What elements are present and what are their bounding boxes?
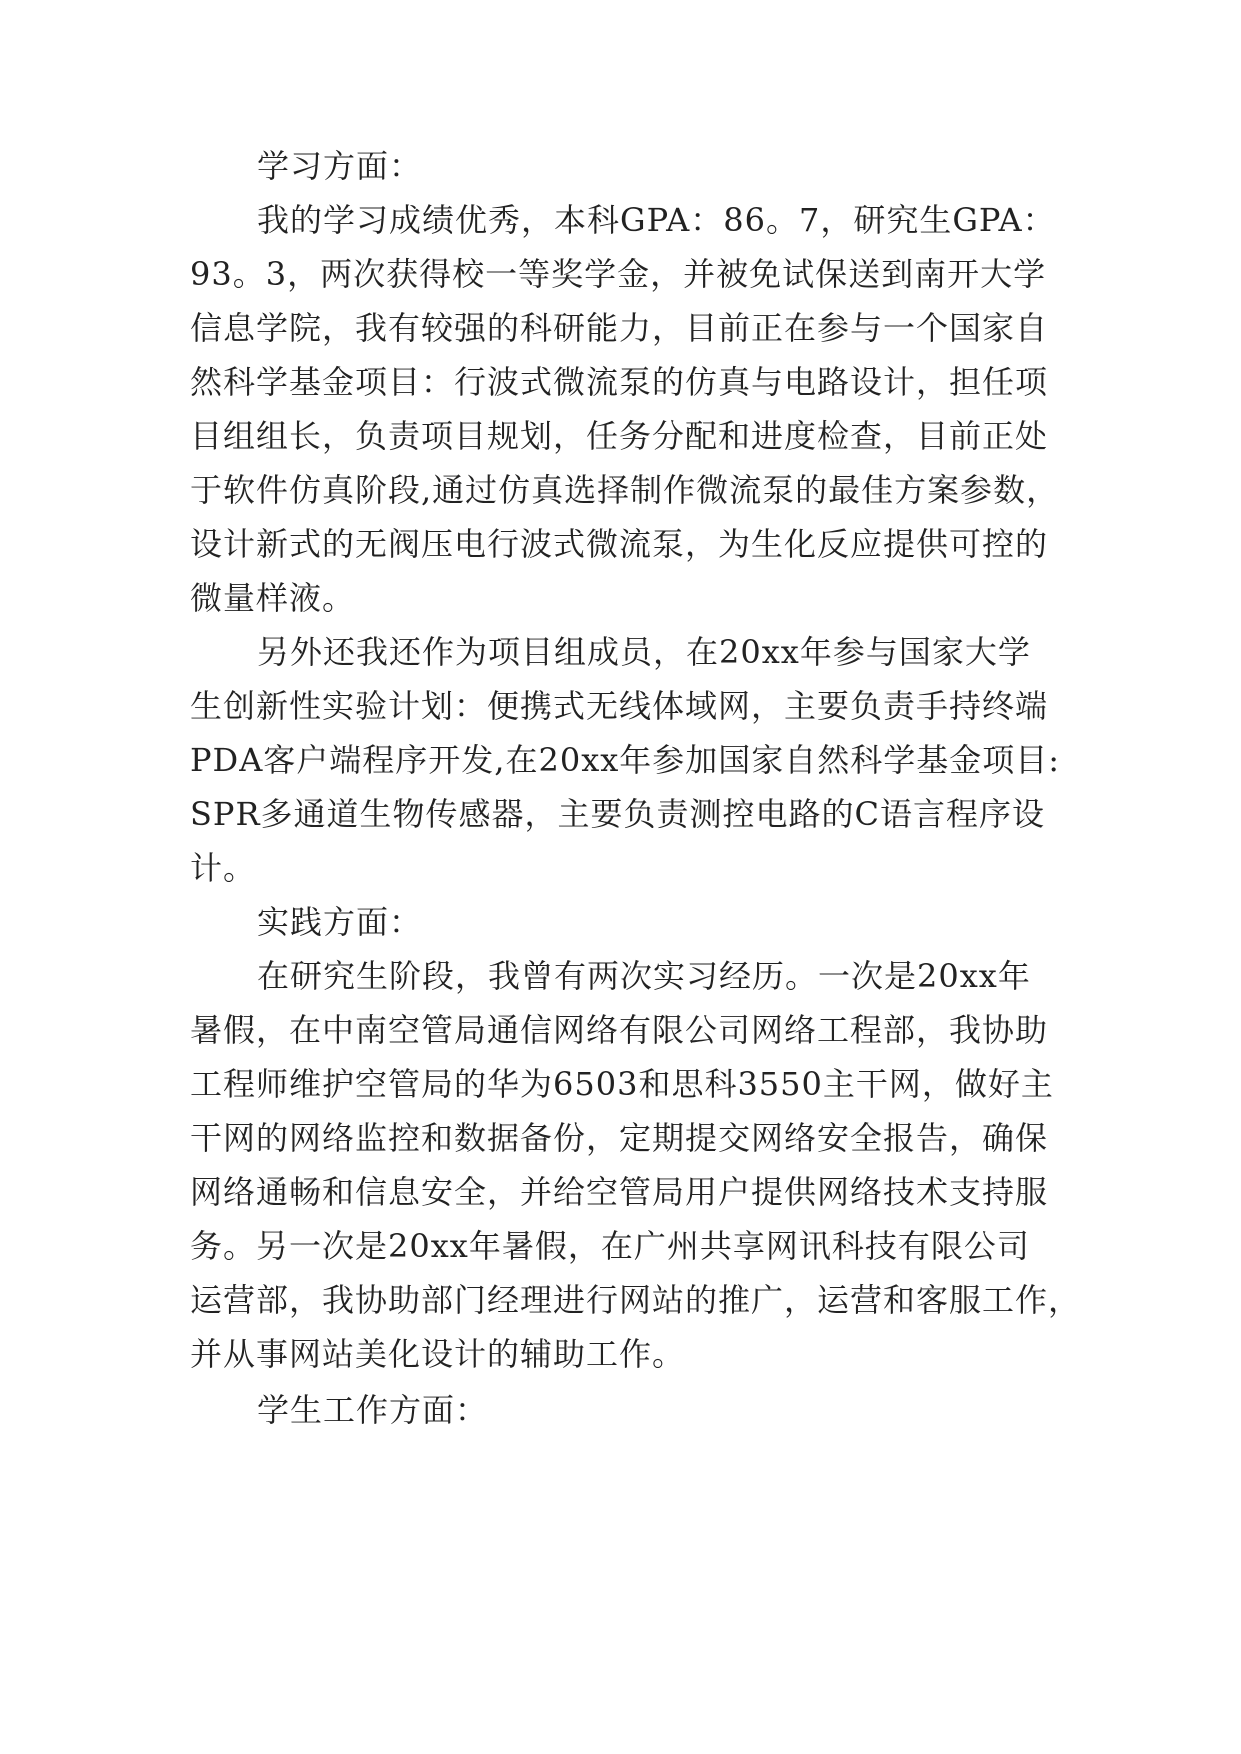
paragraph-line: PDA客户端程序开发,在20xx年参加国家自然科学基金项目: <box>190 741 1061 779</box>
paragraph-line: 运营部，我协助部门经理进行网站的推广，运营和客服工作， <box>190 1281 1082 1319</box>
paragraph-line: 设计新式的无阀压电行波式微流泵，为生化反应提供可控的 <box>190 525 1049 563</box>
paragraph-line: 生创新性实验计划：便携式无线体域网，主要负责手持终端 <box>190 687 1049 725</box>
paragraph-line: 于软件仿真阶段,通过仿真选择制作微流泵的最佳方案参数， <box>190 471 1060 509</box>
paragraph-line: 另外还我还作为项目组成员，在20xx年参与国家大学 <box>257 633 1031 671</box>
paragraph-line: 93。3，两次获得校一等奖学金，并被免试保送到南开大学 <box>190 255 1047 293</box>
paragraph-line: 工程师维护空管局的华为6503和思科3550主干网，做好主 <box>190 1065 1054 1103</box>
paragraph-line: 信息学院，我有较强的科研能力，目前正在参与一个国家自 <box>190 309 1049 347</box>
section-heading-student-work: 学生工作方面： <box>257 1391 489 1429</box>
paragraph-line: 在研究生阶段，我曾有两次实习经历。一次是20xx年 <box>257 957 1031 995</box>
section-heading-study: 学习方面： <box>257 147 423 185</box>
section-heading-practice: 实践方面： <box>257 903 423 941</box>
paragraph-line: 网络通畅和信息安全，并给空管局用户提供网络技术支持服 <box>190 1173 1049 1211</box>
paragraph-line: 微量样液。 <box>190 579 356 617</box>
paragraph-line: 并从事网站美化设计的辅助工作。 <box>190 1335 686 1373</box>
paragraph-line: 计。 <box>190 849 257 887</box>
paragraph-line: 干网的网络监控和数据备份，定期提交网络安全报告，确保 <box>190 1119 1049 1157</box>
paragraph-line: 务。另一次是20xx年暑假，在广州共享网讯科技有限公司 <box>190 1227 1030 1265</box>
paragraph-line: 然科学基金项目：行波式微流泵的仿真与电路设计，担任项 <box>190 363 1049 401</box>
paragraph-line: 我的学习成绩优秀，本科GPA：86。7，研究生GPA： <box>257 201 1056 239</box>
paragraph-line: 暑假，在中南空管局通信网络有限公司网络工程部，我协助 <box>190 1011 1049 1049</box>
paragraph-line: 目组组长，负责项目规划，任务分配和进度检查，目前正处 <box>190 417 1049 455</box>
paragraph-line: SPR多通道生物传感器，主要负责测控电路的C语言程序设 <box>190 795 1046 833</box>
